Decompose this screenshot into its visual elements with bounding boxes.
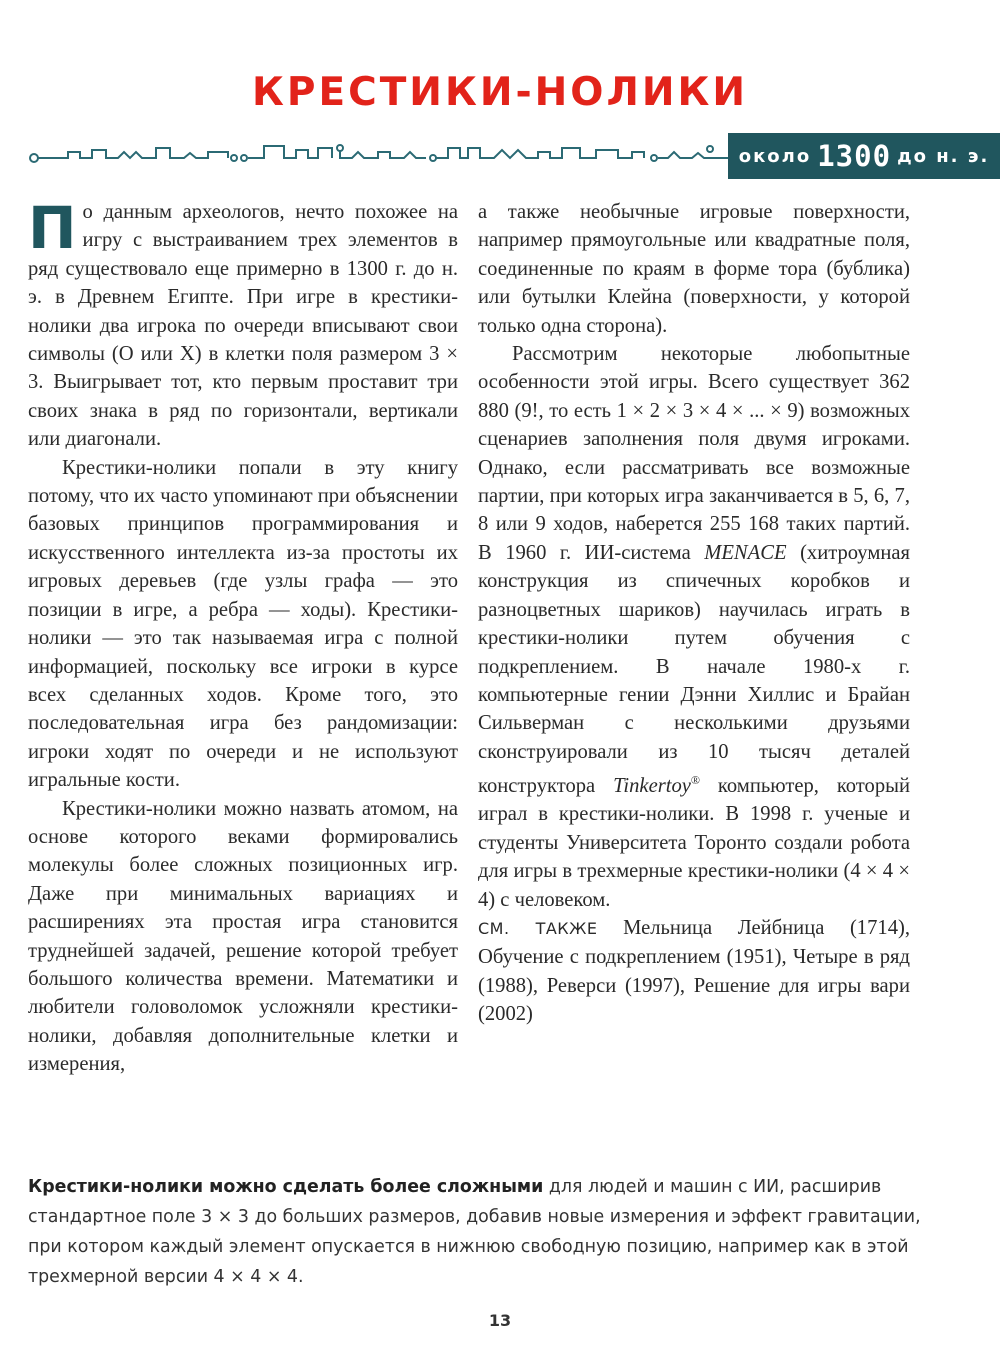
features-text-1: Рассмотрим некоторые любопытные особенности этой игры. Всего существует 362 880 (9!, то есть 1 × 2 × 3 × 4 × ... × 9) возможных сценариев заполнения поля двумя игроками. Однако, если рассматривать все возможные партии, при которых игра заканчивается в 5, 6, 7, 8 или 9 ходов, наберется 255 168 таких партий. В 1960 г. ИИ-система bbox=[478, 343, 910, 564]
left-column bbox=[28, 194, 458, 1079]
paragraph-surfaces: а также необычные игровые поверхности, например прямоугольные или квадратные поля, соединенные по краям в форме тора (бублика) или бутылки Клейна (поверхности, у которой только одна сторона). bbox=[478, 201, 910, 337]
decorative-circuit-border bbox=[28, 136, 728, 180]
date-year: 1300 bbox=[817, 139, 892, 173]
drop-cap: П bbox=[28, 194, 77, 262]
page-number: 13 bbox=[488, 1311, 512, 1330]
see-also bbox=[478, 914, 910, 1029]
paragraph-ai: Крестики-нолики попали в эту книгу потому, что их часто упоминают при объяснении базовых принципов программирования и искусственного интеллекта из-за простоты их игровых деревьев (где узлы графа — это позиции в игре, а ребра — ходы). Крестики-нолики — это так называемая игра с полной информацией, поскольку все игроки в курсе всех сделанных ходов. Кроме того, это последовательная игра без рандомизации: игроки ходят по очереди и не используют игральные кости. bbox=[28, 456, 458, 792]
date-prefix: около bbox=[738, 145, 812, 167]
paragraph-features bbox=[478, 340, 910, 914]
tinkertoy-term: Tinkertoy bbox=[613, 774, 691, 797]
caption-lead: Крестики-нолики можно сделать более сложными bbox=[28, 1177, 544, 1197]
see-also-label: СМ. ТАКЖЕ bbox=[478, 919, 598, 939]
caption-text: для людей и машин с ИИ, расширив стандартное поле 3 × 3 до больших размеров, добавив новые измерения и эффект гравитации, при котором каждый элемент опускается в нижнюю свободную позицию, например как в этой трехмерной версии 4 × 4 × 4. bbox=[28, 1177, 921, 1287]
paragraph-atom: Крестики-нолики можно назвать атомом, на основе которого веками формировались молекулы более сложных позиционных игр. Даже при минимальных вариациях и расширениях эта простая игра становится труднейшей задачей, решение которой требует большого количества времени. Математики и любители головоломок усложняли крестики-нолики, добавляя дополнительные клетки и измерения, bbox=[28, 797, 458, 1076]
date-badge bbox=[728, 133, 1000, 179]
registered-mark: ® bbox=[690, 773, 701, 788]
features-text-2: (хитроумная конструкция из спичечных коробков и разноцветных шариков) научилась играть в крестики-нолики путем обучения с подкреплением. В начале 1980-х г. компьютерные гении Дэнни Хиллис и Брайан Сильверман с несколькими друзьями сконструировали из 10 тысяч деталей конструктора bbox=[478, 541, 910, 797]
menace-term: MENACE bbox=[704, 541, 787, 564]
figure-caption bbox=[28, 1172, 928, 1292]
paragraph-intro-text: о данным археологов, нечто похожее на игру с выстраиванием трех элементов в ряд существовало еще примерно в 1300 г. до н. э. в Древнем Египте. При игре в крестики-нолики два игрока по очереди вписывают свои символы (O или X) в клетки поля размером 3 × 3. Выигрывает тот, кто первым проставит три своих знака в ряд по горизонтали, вертикали или диагонали. bbox=[28, 201, 458, 451]
see-also-text: Мельница Лейбница (1714), Обучение с подкреплением (1951), Четыре в ряд (1988), Реверси (1997), Решение для игры вари (2002) bbox=[478, 917, 910, 1026]
features-text-3: компьютер, который играл в крестики-нолики. В 1998 г. ученые и студенты Университета Торонто создали робота для игры в трехмерные крестики-нолики (4 × 4 × 4) с человеком. bbox=[478, 774, 910, 911]
date-suffix: до н. э. bbox=[897, 145, 990, 167]
page-title: КРЕСТИКИ-НОЛИКИ bbox=[251, 70, 748, 115]
paragraph-intro bbox=[28, 194, 458, 454]
right-column bbox=[478, 198, 910, 1029]
